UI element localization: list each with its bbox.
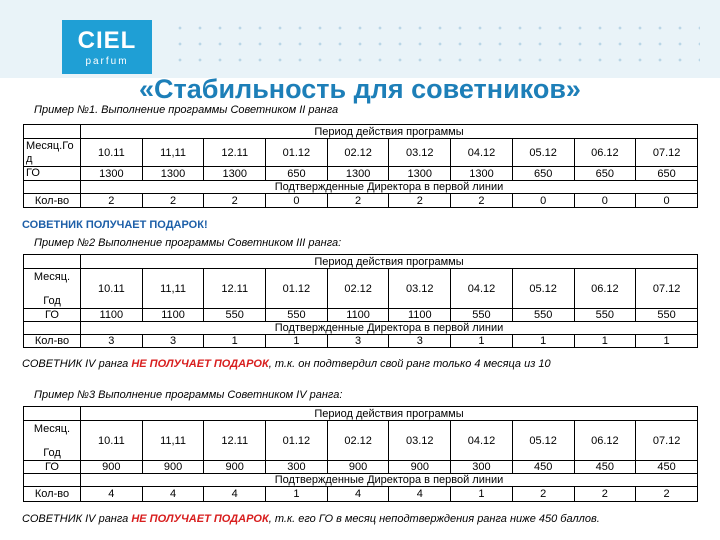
month-cell: 03.12: [389, 269, 451, 309]
example3-note-prefix: СОВЕТНИК IV ранга: [22, 513, 132, 525]
go-cell: 300: [266, 461, 328, 474]
count-cell: 2: [81, 194, 143, 208]
logo-text: CIEL: [77, 27, 137, 54]
count-cell: 0: [266, 194, 328, 208]
logo-subtext: parfum: [85, 56, 129, 67]
count-cell: 2: [636, 487, 698, 502]
example3-blank: [24, 474, 81, 487]
month-cell: 06.12: [574, 139, 636, 167]
example2-period-label: Период действия программы: [81, 255, 698, 269]
month-cell: 02.12: [327, 139, 389, 167]
go-cell: 650: [266, 167, 328, 181]
month-cell: 12.11: [204, 139, 266, 167]
example3-go-label: ГО: [24, 461, 81, 474]
count-cell: 1: [451, 335, 513, 348]
example3-count-label: Кол-во: [24, 487, 81, 502]
count-cell: 1: [636, 335, 698, 348]
month-cell: 01.12: [266, 139, 328, 167]
example1-table: [23, 124, 698, 208]
example3-note: [22, 513, 600, 525]
month-cell: 10.11: [81, 421, 143, 461]
count-cell: 1: [512, 335, 574, 348]
month-cell: 07.12: [636, 139, 698, 167]
count-cell: 1: [204, 335, 266, 348]
header-pattern: [170, 20, 700, 70]
month-cell: 06.12: [574, 269, 636, 309]
count-cell: 1: [266, 335, 328, 348]
count-cell: 4: [389, 487, 451, 502]
go-cell: 650: [512, 167, 574, 181]
month-cell: 12.11: [204, 269, 266, 309]
example3-confirmed-label: Подтвержденные Директора в первой линии: [81, 474, 698, 487]
example1-blank: [24, 181, 81, 194]
go-cell: 1100: [389, 309, 451, 322]
ciel-logo: [62, 20, 152, 74]
go-cell: 1100: [142, 309, 204, 322]
example1-confirmed-label: Подтвержденные Директора в первой линии: [81, 181, 698, 194]
month-cell: 01.12: [266, 421, 328, 461]
count-cell: 2: [389, 194, 451, 208]
go-cell: 1100: [81, 309, 143, 322]
example1-month-label: Месяц.Го д: [24, 139, 81, 167]
go-cell: 450: [512, 461, 574, 474]
month-cell: 11,11: [142, 421, 204, 461]
example2-corner: [24, 255, 81, 269]
month-cell: 06.12: [574, 421, 636, 461]
example2-month-label: Месяц.: [33, 270, 71, 283]
go-cell: 650: [636, 167, 698, 181]
month-cell: 05.12: [512, 269, 574, 309]
count-cell: 0: [512, 194, 574, 208]
count-cell: 1: [574, 335, 636, 348]
page-title: «Стабильность для советников»: [139, 74, 581, 104]
example2-confirmed-label: Подтвержденные Директора в первой линии: [81, 322, 698, 335]
count-cell: 3: [327, 335, 389, 348]
example1-corner: [24, 125, 81, 139]
go-cell: 1300: [142, 167, 204, 181]
count-cell: 3: [81, 335, 143, 348]
month-cell: 10.11: [81, 269, 143, 309]
go-cell: 900: [389, 461, 451, 474]
count-cell: 2: [451, 194, 513, 208]
example3-caption: Пример №3 Выполнение программы Советником IV ранга:: [34, 389, 343, 401]
month-cell: 04.12: [451, 139, 513, 167]
count-cell: 2: [327, 194, 389, 208]
go-cell: 1300: [81, 167, 143, 181]
go-cell: 550: [266, 309, 328, 322]
example2-blank: [24, 322, 81, 335]
month-cell: 04.12: [451, 421, 513, 461]
month-cell: 07.12: [636, 269, 698, 309]
example2-caption: Пример №2 Выполнение программы Советником III ранга:: [34, 237, 342, 249]
example3-period-label: Период действия программы: [81, 407, 698, 421]
go-cell: 1300: [389, 167, 451, 181]
example2-year-label: Год: [43, 294, 61, 307]
count-cell: 4: [327, 487, 389, 502]
go-cell: 900: [327, 461, 389, 474]
count-cell: 2: [512, 487, 574, 502]
example3-table: [23, 406, 698, 502]
month-cell: 02.12: [327, 421, 389, 461]
example3-year-label: Год: [43, 446, 61, 459]
example3-month-label: Месяц.: [33, 422, 71, 435]
go-cell: 900: [204, 461, 266, 474]
count-cell: 2: [574, 487, 636, 502]
go-cell: 1300: [451, 167, 513, 181]
month-cell: 11,11: [142, 269, 204, 309]
count-cell: 4: [81, 487, 143, 502]
go-cell: 450: [636, 461, 698, 474]
go-cell: 900: [81, 461, 143, 474]
count-cell: 1: [451, 487, 513, 502]
month-cell: 03.12: [389, 139, 451, 167]
example1-go-label: ГО: [24, 167, 81, 181]
example3-month-year-label: [24, 421, 81, 461]
example2-month-year-label: [24, 269, 81, 309]
month-cell: 11,11: [142, 139, 204, 167]
go-cell: 1300: [204, 167, 266, 181]
month-cell: 05.12: [512, 421, 574, 461]
example2-note-prefix: СОВЕТНИК IV ранга: [22, 358, 132, 370]
month-cell: 04.12: [451, 269, 513, 309]
month-cell: 02.12: [327, 269, 389, 309]
example1-note: СОВЕТНИК ПОЛУЧАЕТ ПОДАРОК!: [22, 219, 208, 231]
example1-period-label: Период действия программы: [81, 125, 698, 139]
count-cell: 4: [142, 487, 204, 502]
example1-caption: Пример №1. Выполнение программы Советником II ранга: [34, 104, 339, 116]
go-cell: 1300: [327, 167, 389, 181]
go-cell: 550: [512, 309, 574, 322]
example2-table: [23, 254, 698, 348]
month-cell: 05.12: [512, 139, 574, 167]
month-cell: 10.11: [81, 139, 143, 167]
month-cell: 07.12: [636, 421, 698, 461]
count-cell: 4: [204, 487, 266, 502]
example2-go-label: ГО: [24, 309, 81, 322]
count-cell: 3: [389, 335, 451, 348]
go-cell: 650: [574, 167, 636, 181]
count-cell: 1: [266, 487, 328, 502]
month-cell: 12.11: [204, 421, 266, 461]
example3-corner: [24, 407, 81, 421]
example2-note: [22, 358, 551, 370]
month-cell: 03.12: [389, 421, 451, 461]
go-cell: 550: [636, 309, 698, 322]
count-cell: 2: [142, 194, 204, 208]
go-cell: 450: [574, 461, 636, 474]
example3-note-red: НЕ ПОЛУЧАЕТ ПОДАРОК: [131, 513, 269, 525]
count-cell: 0: [636, 194, 698, 208]
go-cell: 900: [142, 461, 204, 474]
example2-count-label: Кол-во: [24, 335, 81, 348]
count-cell: 3: [142, 335, 204, 348]
go-cell: 1100: [327, 309, 389, 322]
go-cell: 550: [204, 309, 266, 322]
example3-note-suffix: , т.к. его ГО в месяц неподтверждения ранга ниже 450 баллов.: [268, 513, 600, 525]
example1-count-label: Кол-во: [24, 194, 81, 208]
go-cell: 550: [451, 309, 513, 322]
count-cell: 2: [204, 194, 266, 208]
go-cell: 550: [574, 309, 636, 322]
example2-note-red: НЕ ПОЛУЧАЕТ ПОДАРОК: [131, 358, 269, 370]
month-cell: 01.12: [266, 269, 328, 309]
example2-note-suffix: , т.к. он подтвердил свой ранг только 4 месяца из 10: [268, 358, 551, 370]
count-cell: 0: [574, 194, 636, 208]
go-cell: 300: [451, 461, 513, 474]
